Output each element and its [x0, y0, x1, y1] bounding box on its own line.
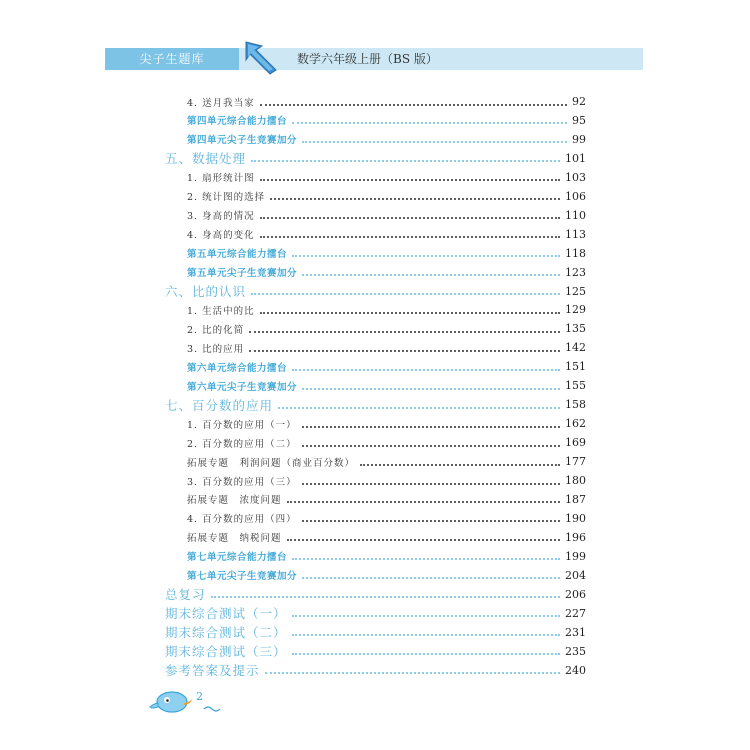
toc-entry-title: 第六单元综合能力擂台: [187, 362, 288, 374]
dot-leader: [302, 426, 560, 428]
dot-leader: [292, 634, 560, 636]
toc-entry-page: 169: [565, 436, 586, 450]
dot-leader: [260, 217, 560, 219]
toc-entry: [187, 130, 586, 149]
toc-entry: [187, 300, 586, 319]
toc-entry-title: 期末综合测试（二）: [165, 625, 287, 641]
toc-entry-title: 2. 百分数的应用（二）: [187, 438, 297, 450]
toc-entry-title: 期末综合测试（一）: [165, 606, 287, 622]
dot-leader: [260, 104, 567, 106]
toc-entry: [165, 661, 586, 680]
toc-entry-title: 第五单元综合能力擂台: [187, 249, 288, 261]
toc-entry: [165, 604, 586, 623]
toc-entry-page: 123: [565, 265, 586, 279]
toc-entry-page: 125: [565, 284, 586, 298]
toc-entry-title: 2. 比的化简: [187, 324, 245, 336]
toc-entry-page: 231: [565, 625, 586, 639]
dot-leader: [302, 274, 560, 276]
toc-entry: [165, 642, 586, 661]
toc-entry: [187, 509, 586, 528]
toc-entry-title: 第四单元尖子生竞赛加分: [187, 135, 298, 147]
toc-entry: [187, 528, 586, 547]
dot-leader: [211, 596, 560, 598]
toc-entry-page: 129: [565, 303, 586, 317]
toc-entry-title: 4. 送月我当家: [187, 97, 255, 109]
toc-entry-page: 196: [565, 530, 586, 544]
toc-entry-title: 拓展专题 浓度问题: [187, 495, 282, 507]
toc-entry-title: 拓展专题 纳税问题: [187, 533, 282, 545]
toc-entry-page: 106: [565, 189, 586, 203]
dot-leader: [292, 369, 560, 371]
brand-tab: 尖子生题库: [105, 48, 239, 70]
dot-leader: [287, 501, 560, 503]
toc-entry-title: 七、百分数的应用: [165, 397, 274, 413]
toc-entry: [165, 149, 586, 168]
toc-entry-title: 4. 百分数的应用（四）: [187, 514, 297, 526]
toc-entry: [187, 225, 586, 244]
toc-entry-title: 六、比的认识: [165, 284, 247, 299]
toc-entry-title: 3. 身高的情况: [187, 211, 255, 223]
toc-entry-page: 99: [572, 132, 586, 146]
toc-entry-title: 参考答案及提示: [165, 663, 260, 678]
dot-leader: [302, 520, 560, 522]
toc-entry: [187, 244, 586, 263]
toc-entry-title: 3. 百分数的应用（三）: [187, 476, 297, 488]
toc-entry: [187, 111, 586, 130]
arrow-icon: [242, 40, 280, 76]
toc-entry-title: 第四单元综合能力擂台: [187, 116, 288, 128]
dot-leader: [292, 558, 560, 560]
toc-entry-page: 155: [565, 379, 586, 393]
toc-entry-title: 第五单元尖子生竞赛加分: [187, 268, 298, 280]
toc-entry-page: 190: [565, 511, 586, 525]
dot-leader: [292, 255, 560, 257]
toc-entry: [187, 357, 586, 376]
toc-entry: [187, 263, 586, 282]
toc-entry-page: 110: [565, 208, 586, 222]
toc-entry-title: 总复习: [165, 587, 206, 603]
toc-entry-page: 118: [565, 246, 586, 260]
toc-entry-title: 3. 比的应用: [187, 343, 245, 355]
toc-entry-page: 101: [565, 151, 586, 165]
page-number: 2: [196, 690, 203, 703]
dot-leader: [251, 160, 560, 162]
toc-entry-page: 180: [565, 474, 586, 487]
toc-entry: [187, 490, 586, 509]
toc-entry-title: 4. 身高的变化: [187, 230, 255, 242]
dot-leader: [260, 312, 560, 314]
toc-entry: [187, 414, 586, 433]
toc-entry: [187, 168, 586, 187]
page-header: [105, 48, 643, 70]
toc-entry-title: 拓展专题 利润问题（商业百分数）: [187, 457, 356, 469]
toc-entry-title: 五、数据处理: [165, 151, 247, 167]
toc-entry: [165, 623, 586, 642]
toc-entry-title: 1. 扇形统计图: [187, 173, 255, 185]
toc-entry: [187, 187, 586, 206]
toc-entry-page: 204: [565, 568, 586, 582]
book-title: 数学六年级上册（BS 版）: [297, 52, 438, 66]
toc-entry: [187, 92, 586, 111]
toc-entry: [187, 376, 586, 395]
toc-entry-page: 95: [572, 113, 586, 127]
toc-entry-page: 113: [565, 227, 586, 241]
toc-entry: [187, 471, 586, 490]
toc-entry-title: 第七单元尖子生竞赛加分: [187, 571, 298, 583]
toc-entry: [165, 282, 586, 301]
toc-entry: [187, 547, 586, 566]
dot-leader: [260, 179, 560, 181]
toc-entry-page: 158: [565, 398, 586, 412]
dot-leader: [270, 198, 560, 200]
dot-leader: [249, 350, 560, 352]
toc-entry: [187, 433, 586, 452]
dot-leader: [302, 388, 560, 390]
dot-leader: [249, 331, 560, 333]
dot-leader: [302, 577, 560, 579]
dot-leader: [302, 141, 567, 143]
toc-entry-title: 1. 生活中的比: [187, 305, 255, 317]
toc-entry-page: 142: [565, 341, 586, 355]
toc-entry-title: 期末综合测试（三）: [165, 644, 287, 660]
toc-entry: [187, 319, 586, 338]
toc-entry-page: 177: [565, 455, 586, 469]
dot-leader: [260, 236, 560, 238]
dot-leader: [251, 293, 560, 295]
toc-entry: [187, 452, 586, 471]
toc-entry-page: 235: [565, 644, 586, 658]
toc-entry-page: 151: [565, 360, 586, 374]
toc-entry-title: 1. 百分数的应用（一）: [187, 419, 297, 431]
dot-leader: [292, 653, 560, 655]
toc-entry-page: 135: [565, 322, 586, 336]
dot-leader: [302, 483, 560, 485]
toc-entry-page: 162: [565, 417, 586, 431]
toc-entry: [165, 395, 586, 414]
toc-entry-title: 2. 统计图的选择: [187, 192, 266, 204]
toc-entry-page: 103: [565, 170, 586, 184]
toc-entry-page: 92: [572, 95, 586, 108]
toc-entry: [187, 338, 586, 357]
dot-leader: [278, 407, 560, 409]
toc-entry: [187, 206, 586, 225]
toc-entry-page: 240: [565, 663, 586, 677]
toc-entry-page: 206: [565, 587, 586, 601]
toc-entry-page: 199: [565, 549, 586, 563]
dot-leader: [287, 539, 560, 541]
toc-entry: [165, 585, 586, 604]
toc-entry-title: 第六单元尖子生竞赛加分: [187, 381, 298, 393]
dot-leader: [292, 122, 567, 124]
toc-entry-title: 第七单元综合能力擂台: [187, 552, 288, 564]
toc-entry-page: 187: [565, 492, 586, 506]
toc-entry-page: 227: [565, 606, 586, 620]
dot-leader: [360, 464, 560, 466]
dot-leader: [292, 615, 560, 617]
blue-bird-mascot-icon: [148, 685, 228, 715]
dot-leader: [302, 445, 560, 447]
toc-entry: [187, 566, 586, 585]
dot-leader: [265, 672, 560, 674]
